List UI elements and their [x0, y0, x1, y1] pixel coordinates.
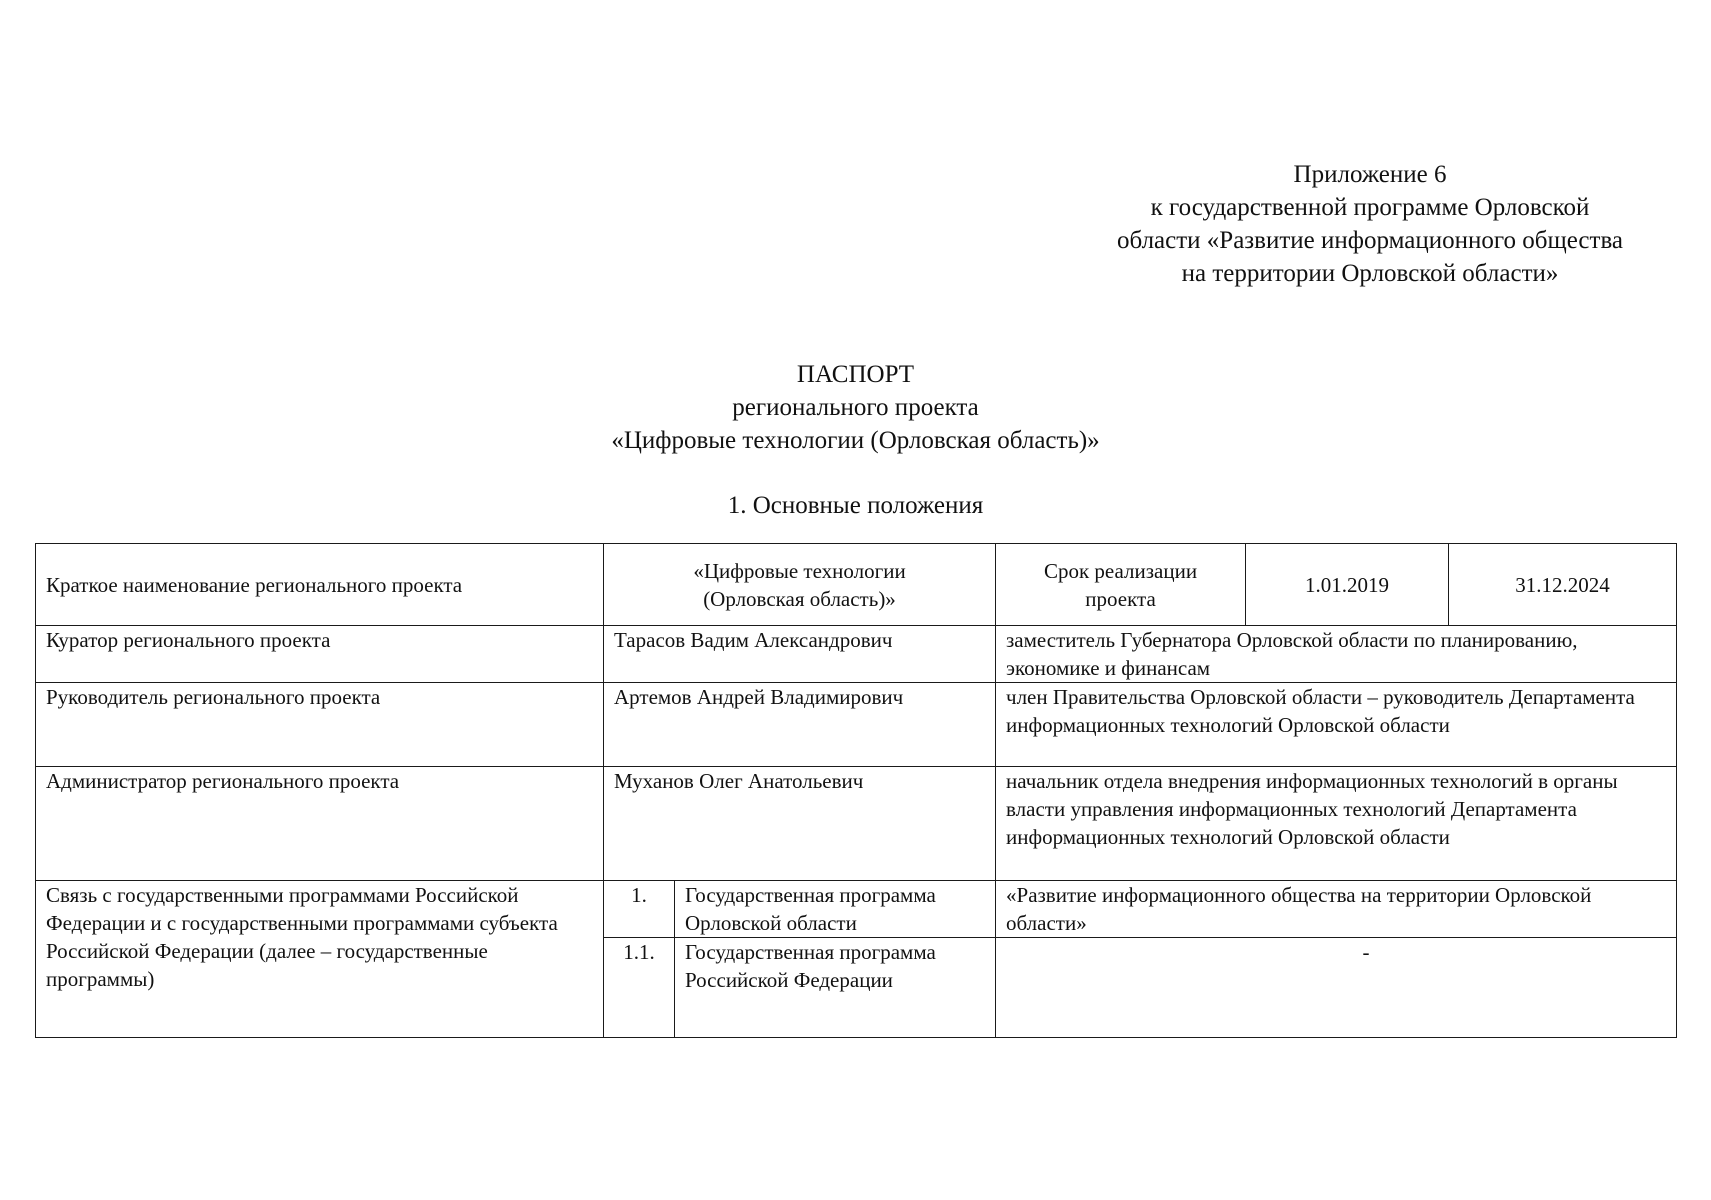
row-label: Куратор регионального проекта [36, 626, 604, 683]
program-name: «Развитие информационного общества на территории Орловской области» [996, 881, 1677, 938]
title-line: регионального проекта [732, 394, 979, 421]
project-short-name [604, 544, 996, 626]
administrator-name: Муханов Олег Анатольевич [604, 767, 996, 881]
term-label-line: Срок реализации [1043, 558, 1198, 583]
document-title [0, 358, 1711, 457]
table-row [36, 626, 1677, 683]
appendix-line: области «Развитие информационного общества [1116, 227, 1624, 254]
table-row [36, 683, 1677, 767]
table-row [36, 767, 1677, 881]
row-label: Руководитель регионального проекта [36, 683, 604, 767]
start-date: 1.01.2019 [1246, 544, 1449, 626]
appendix-line: Приложение 6 [1293, 161, 1447, 188]
row-label: Краткое наименование регионального проекта [36, 544, 604, 626]
passport-table [35, 543, 1677, 1038]
row-label: Связь с государственными программами Российской Федерации и с государственными программами субъекта Российской Федерации (далее – государственные программы) [36, 881, 604, 1038]
head-name: Артемов Андрей Владимирович [604, 683, 996, 767]
title-line: «Цифровые технологии (Орловская область)» [611, 427, 1100, 454]
head-position: член Правительства Орловской области – руководитель Департамента информационных технологий Орловской области [996, 683, 1677, 767]
table-row [36, 544, 1677, 626]
term-label-line: проекта [1085, 586, 1156, 611]
program-number: 1.1. [604, 938, 675, 1038]
program-type: Государственная программа Орловской области [675, 881, 996, 938]
appendix-line: к государственной программе Орловской [1150, 194, 1590, 221]
appendix-header [1070, 158, 1670, 290]
program-type: Государственная программа Российской Федерации [675, 938, 996, 1038]
table-row [36, 881, 1677, 938]
term-label [996, 544, 1246, 626]
program-number: 1. [604, 881, 675, 938]
program-name-value: - [1362, 940, 1370, 964]
appendix-line: на территории Орловской области» [1181, 260, 1559, 287]
administrator-position: начальник отдела внедрения информационных технологий в органы власти управления информационных технологий Департамента информационных технологий Орловской области [996, 767, 1677, 881]
project-short-name-line: «Цифровые технологии [693, 558, 906, 583]
title-line: ПАСПОРТ [796, 361, 915, 388]
curator-name: Тарасов Вадим Александрович [604, 626, 996, 683]
row-label: Администратор регионального проекта [36, 767, 604, 881]
project-short-name-line: (Орловская область)» [703, 586, 896, 611]
end-date: 31.12.2024 [1449, 544, 1677, 626]
curator-position: заместитель Губернатора Орловской области по планированию, экономике и финансам [996, 626, 1677, 683]
program-name [996, 938, 1677, 1038]
section-heading: 1. Основные положения [727, 492, 984, 519]
